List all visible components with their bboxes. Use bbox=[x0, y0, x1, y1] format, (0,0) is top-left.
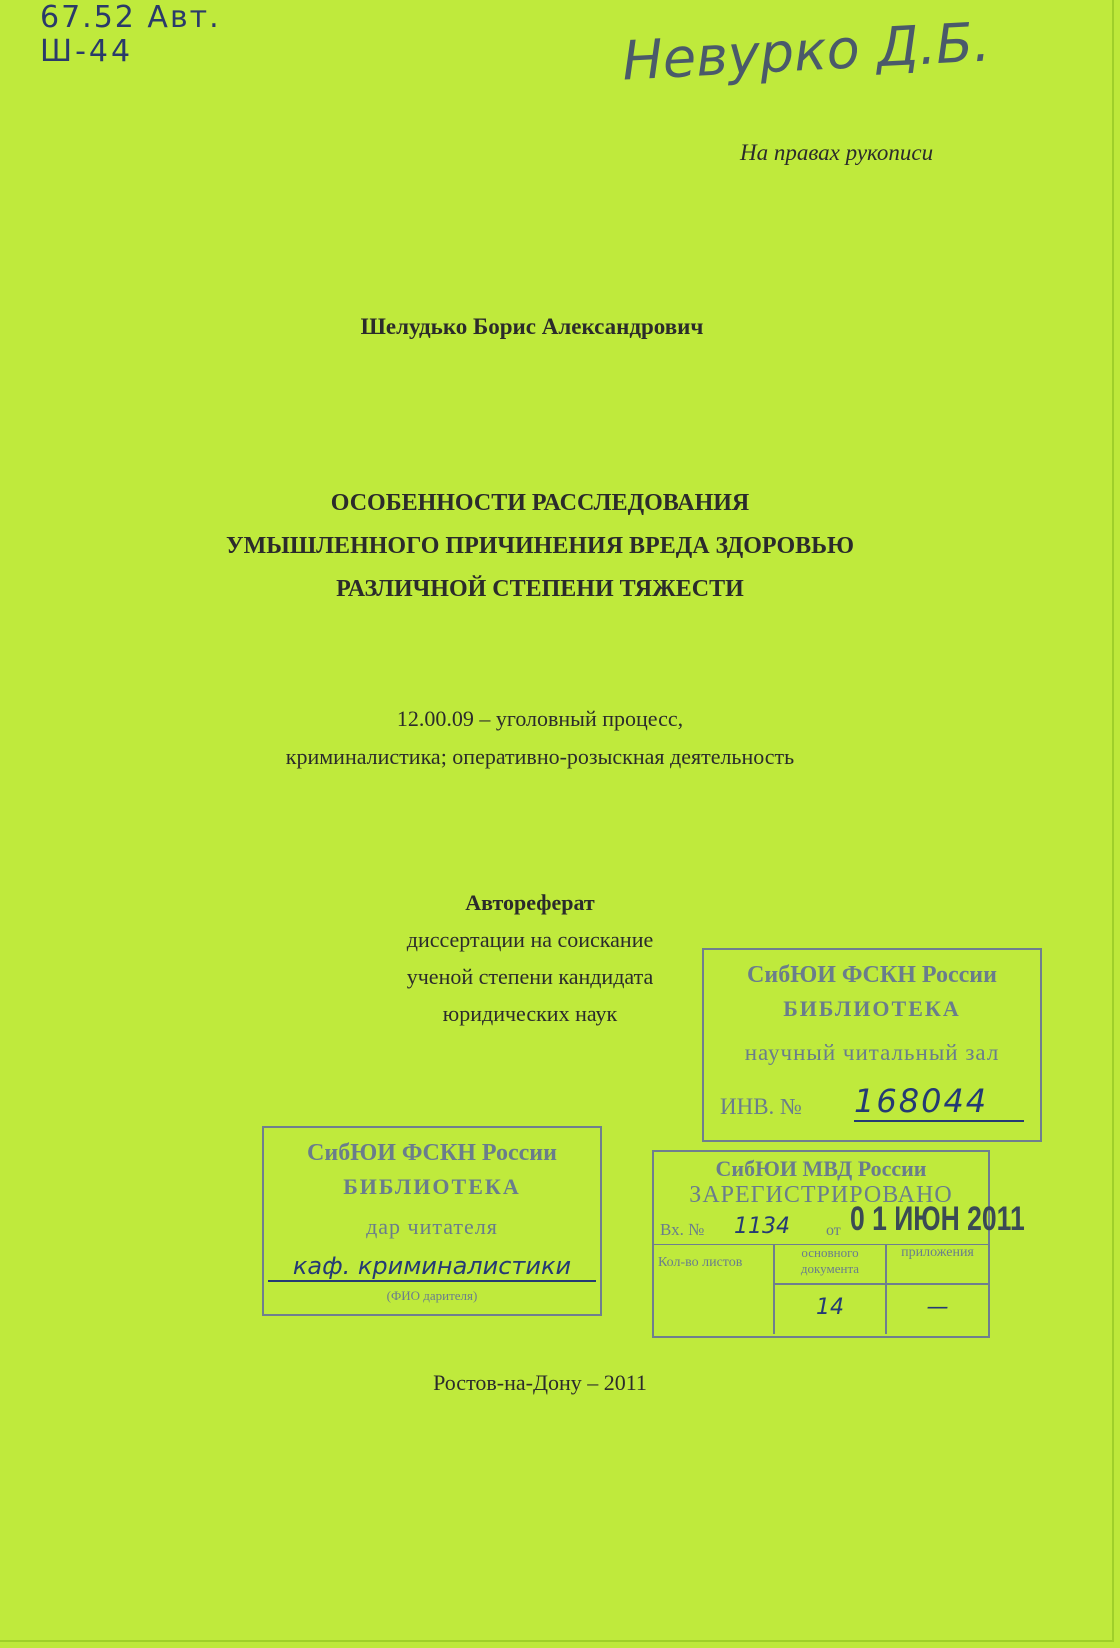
stamp-reg-date: 0 1 ИЮН 2011 bbox=[850, 1200, 1025, 1238]
stamp-reg-col-3: приложения bbox=[901, 1245, 974, 1260]
stamp-reg-in-number: 1134 bbox=[734, 1214, 790, 1239]
registration-stamp bbox=[652, 1150, 1025, 1338]
document-title bbox=[0, 482, 1080, 611]
stamp-reg-cell-sheets bbox=[654, 1244, 774, 1334]
author-name bbox=[0, 314, 1120, 340]
stamp-reading-line-2: БИБЛИОТЕКА bbox=[783, 996, 961, 1021]
stamp-reg-val-2: 14 bbox=[816, 1295, 844, 1320]
stamp-gift-line-3: дар читателя bbox=[366, 1214, 498, 1239]
stamp-inv-number: 168044 bbox=[854, 1082, 1024, 1122]
stamp-reg-cell-attach-header bbox=[886, 1244, 988, 1284]
specialty-line-1: 12.00.09 – уголовный процесс, bbox=[396, 706, 684, 731]
stamp-reg-val-3: — bbox=[926, 1295, 949, 1320]
stamp-gift-line-2: БИБЛИОТЕКА bbox=[343, 1174, 521, 1199]
stamp-reg-in-label: Вх. № bbox=[660, 1220, 705, 1239]
author-name-text: Шелудько Борис Александрович bbox=[360, 314, 704, 339]
handwritten-signature: Невурко Д.Б. bbox=[620, 10, 992, 93]
stamp-gift-donor: каф. криминалистики bbox=[268, 1252, 596, 1282]
stamp-reg-cell-main-header bbox=[774, 1244, 886, 1284]
specialty-block bbox=[0, 700, 1080, 776]
title-line-2: УМЫШЛЕННОГО ПРИЧИНЕНИЯ ВРЕДА ЗДОРОВЬЮ bbox=[225, 533, 855, 559]
stamp-reading-line-3: научный читальный зал bbox=[744, 1040, 1000, 1065]
stamp-reg-line-1: СибЮИ МВД России bbox=[715, 1156, 927, 1181]
stamp-reg-cell-main-value bbox=[774, 1284, 886, 1334]
specialty-line-2: криминалистика; оперативно-розыскная деятельность bbox=[285, 744, 795, 769]
abstract-line-3: юридических наук bbox=[442, 1001, 618, 1026]
abstract-line-1: диссертации на соискание bbox=[406, 927, 654, 952]
stamp-gift-caption: (ФИО дарителя) bbox=[386, 1288, 478, 1303]
title-line-3: РАЗЛИЧНОЙ СТЕПЕНИ ТЯЖЕСТИ bbox=[336, 576, 744, 602]
handwritten-catalog-code: 67.52 Авт. bbox=[40, 0, 221, 35]
stamp-inv-label: ИНВ. № bbox=[720, 1094, 803, 1119]
stamp-reg-from-label: от bbox=[826, 1222, 841, 1239]
stamp-reg-col-2: основного документа bbox=[800, 1245, 860, 1276]
stamp-reading-line-1: СибЮИ ФСКН России bbox=[747, 962, 997, 988]
library-reading-room-stamp bbox=[702, 948, 1042, 1142]
abstract-heading: Автореферат bbox=[465, 890, 595, 915]
abstract-block bbox=[330, 884, 730, 1032]
footer-city-year: Ростов-на-Дону – 2011 bbox=[433, 1370, 647, 1395]
stamp-reg-col-1: Кол-во листов bbox=[658, 1255, 743, 1270]
title-line-1: ОСОБЕННОСТИ РАССЛЕДОВАНИЯ bbox=[330, 490, 750, 516]
handwritten-cutter-number: Ш-44 bbox=[40, 34, 134, 69]
stamp-reg-line-2: ЗАРЕГИСТРИРОВАНО bbox=[689, 1182, 953, 1208]
library-gift-stamp bbox=[262, 1126, 602, 1316]
abstract-line-2: ученой степени кандидата bbox=[406, 964, 654, 989]
stamp-gift-line-1: СибЮИ ФСКН России bbox=[307, 1140, 557, 1166]
stamp-reg-cell-attach-value bbox=[886, 1284, 988, 1334]
header-note: На правах рукописи bbox=[740, 140, 934, 165]
